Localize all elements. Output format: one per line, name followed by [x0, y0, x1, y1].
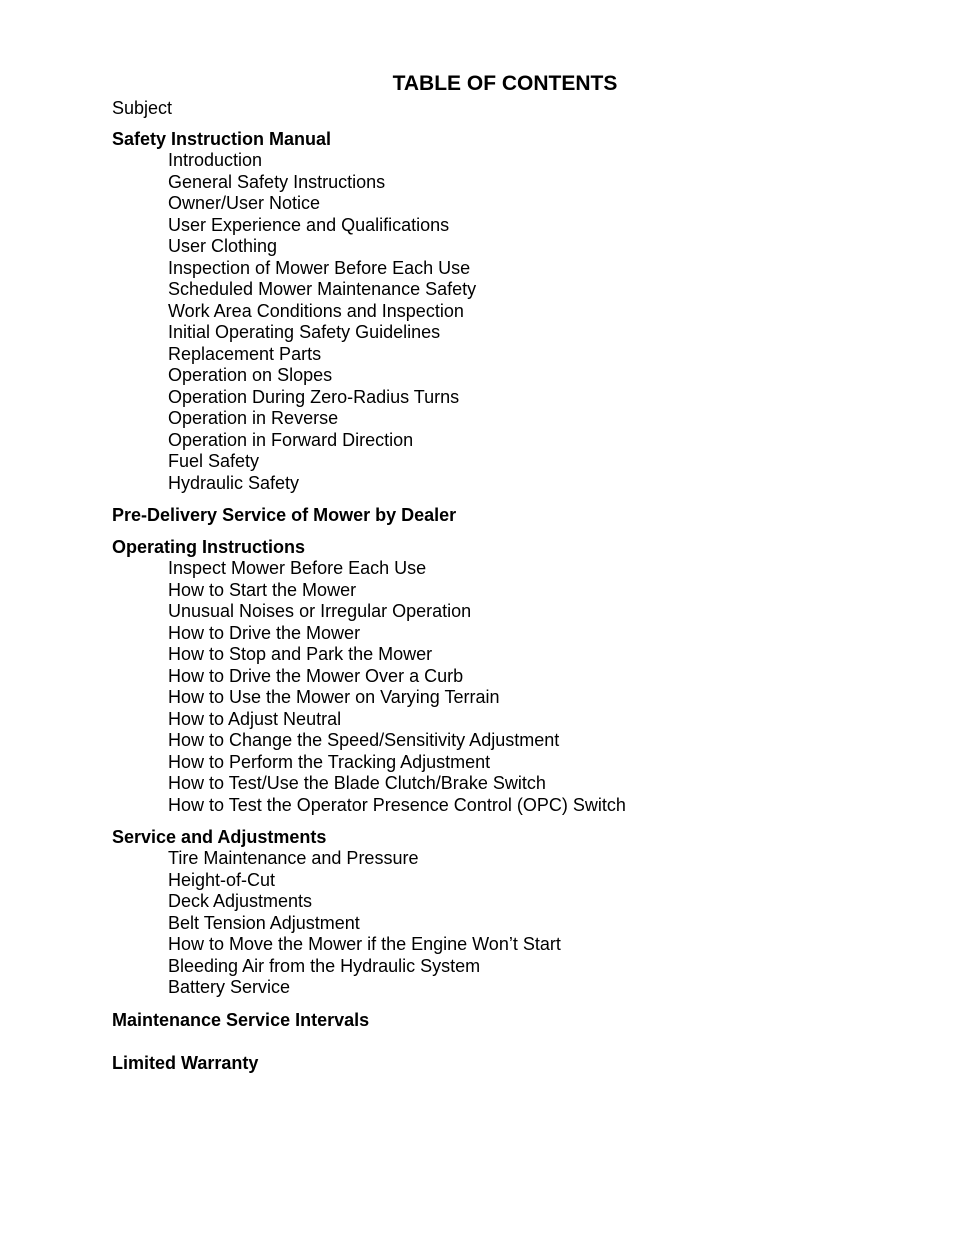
toc-section-title: Limited Warranty — [112, 1052, 259, 1073]
toc-entry: How to Perform the Tracking Adjustment — [168, 751, 491, 772]
toc-section-title: Operating Instructions — [112, 537, 306, 557]
toc-entry: Operation in Forward Direction — [168, 429, 414, 450]
table-of-contents — [112, 128, 626, 1084]
toc-entry: Owner/User Notice — [168, 193, 321, 213]
toc-section — [112, 536, 626, 816]
toc-entry: User Experience and Qualifications — [168, 214, 450, 235]
toc-entry: Unusual Noises or Irregular Operation — [168, 601, 472, 621]
toc-entry: How to Drive the Mower Over a Curb — [168, 665, 464, 686]
toc-entry: How to Use the Mower on Varying Terrain — [168, 687, 500, 707]
toc-entry: Operation During Zero-Radius Turns — [168, 386, 460, 407]
subject-label: Subject — [112, 98, 173, 118]
toc-entry: How to Adjust Neutral — [168, 708, 342, 729]
toc-section-title: Safety Instruction Manual — [112, 129, 332, 149]
toc-entry: Operation on Slopes — [168, 365, 333, 385]
toc-entry: Hydraulic Safety — [168, 472, 300, 493]
toc-entry: How to Test the Operator Presence Control (OPC) Switch — [168, 794, 626, 815]
toc-entry: Introduction — [168, 150, 263, 170]
toc-entry: Inspect Mower Before Each Use — [168, 558, 427, 578]
toc-section-title: Pre-Delivery Service of Mower by Dealer — [112, 505, 457, 525]
toc-entry: Operation in Reverse — [168, 408, 339, 428]
toc-section — [112, 1009, 626, 1031]
toc-entry: Replacement Parts — [168, 343, 322, 364]
toc-section — [112, 1052, 626, 1074]
toc-entry: Bleeding Air from the Hydraulic System — [168, 955, 481, 976]
toc-entry: How to Test/Use the Blade Clutch/Brake Switch — [168, 773, 546, 793]
toc-section — [112, 504, 626, 526]
toc-section — [112, 826, 626, 999]
toc-entry: Battery Service — [168, 977, 291, 997]
toc-entry: How to Start the Mower — [168, 579, 357, 600]
toc-entry: User Clothing — [168, 236, 278, 256]
page-title: TABLE OF CONTENTS — [392, 72, 618, 95]
toc-entry: Scheduled Mower Maintenance Safety — [168, 279, 477, 299]
toc-entry: Initial Operating Safety Guidelines — [168, 322, 441, 342]
toc-entry: Fuel Safety — [168, 451, 260, 471]
toc-entry: Work Area Conditions and Inspection — [168, 300, 464, 321]
toc-section — [112, 128, 626, 494]
toc-entry-list — [112, 150, 626, 494]
toc-entry: How to Stop and Park the Mower — [168, 644, 433, 664]
toc-entry: How to Move the Mower if the Engine Won’t Start — [168, 934, 561, 954]
toc-entry: Belt Tension Adjustment — [168, 912, 360, 933]
toc-entry: Deck Adjustments — [168, 891, 313, 911]
toc-entry: Height-of-Cut — [168, 869, 276, 890]
toc-entry: Tire Maintenance and Pressure — [168, 848, 419, 868]
toc-entry: General Safety Instructions — [168, 171, 386, 192]
toc-entry: How to Change the Speed/Sensitivity Adjustment — [168, 730, 560, 750]
toc-entry-list — [112, 558, 626, 816]
toc-entry: How to Drive the Mower — [168, 622, 361, 643]
toc-section-title: Service and Adjustments — [112, 827, 327, 847]
toc-entry-list — [112, 848, 626, 999]
toc-entry: Inspection of Mower Before Each Use — [168, 257, 471, 278]
toc-section-title: Maintenance Service Intervals — [112, 1009, 370, 1030]
